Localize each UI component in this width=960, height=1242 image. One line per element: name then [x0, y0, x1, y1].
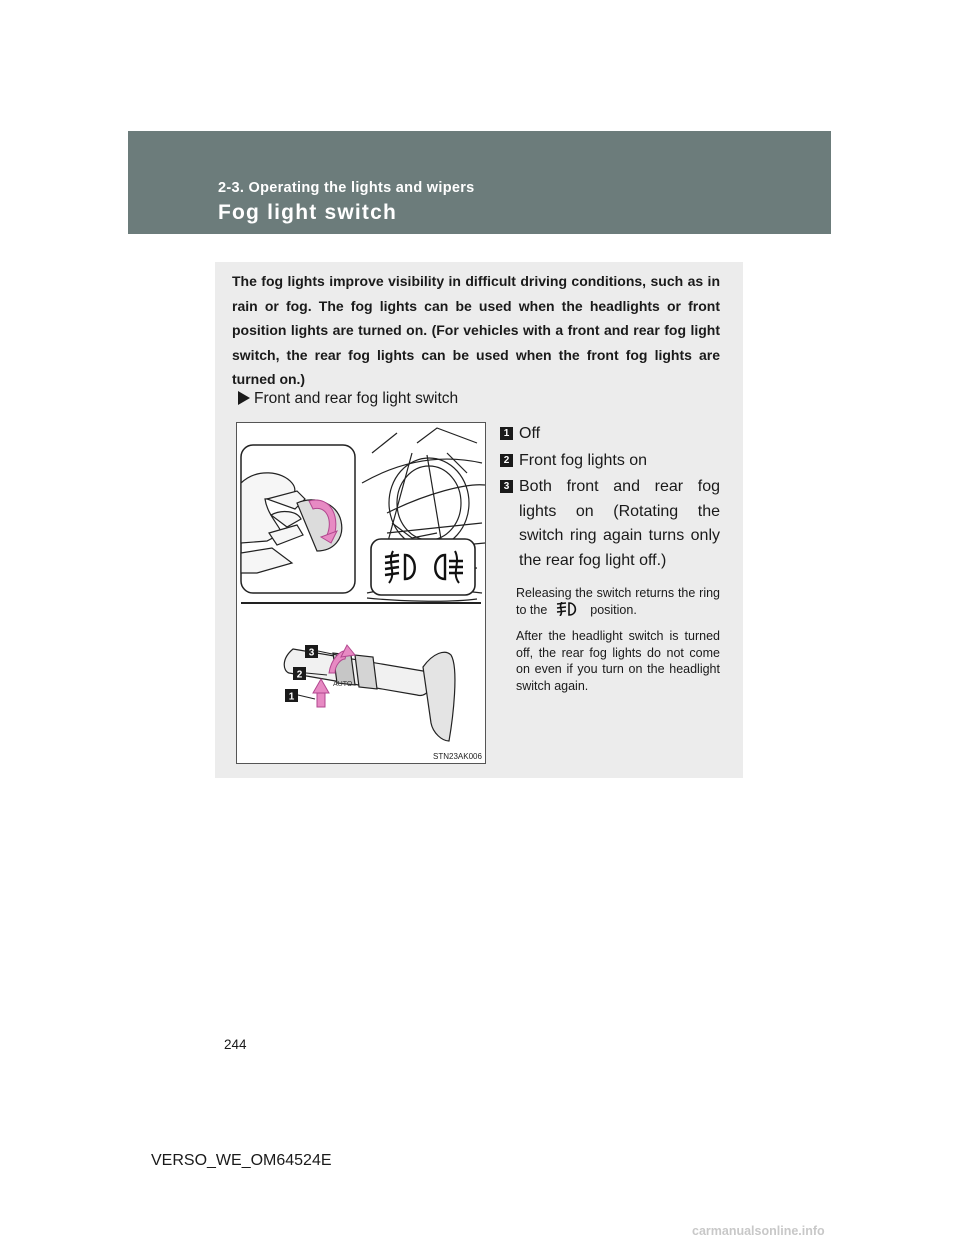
legend-item-both [500, 475, 720, 573]
note-headlight: After the headlight switch is turned off, the rear fog lights do not come on even if you turn on the headlight switch again. [516, 629, 720, 693]
callout-1 [285, 689, 315, 703]
section-label: 2-3. Operating the lights and wipers [218, 180, 475, 196]
legend-number: 1 [500, 427, 513, 440]
note-release-before: Releasing the switch returns the ring to the [516, 586, 720, 617]
legend [500, 422, 720, 694]
stalk-auto-label: AUTO [333, 681, 353, 688]
svg-text:1: 1 [288, 691, 295, 703]
note-release [500, 585, 720, 618]
legend-item-off [500, 422, 720, 447]
illustration-svg [237, 423, 485, 763]
intro-paragraph: The fog lights improve visibility in difficult driving conditions, such as in rain or fog. The fog lights can be used when the headlights or front position lights are turned on. (For vehicles with a front and rear fog light switch, the rear fog lights can be used when the front fog lights are turned on.) [232, 273, 720, 387]
document-code: VERSO_WE_OM64524E [151, 1152, 332, 1169]
figure-code: STN23AK006 [433, 752, 482, 761]
note-release-after: position. [590, 602, 637, 617]
watermark: carmanualsonline.info [692, 1224, 825, 1238]
subheading-text: Front and rear fog light switch [254, 390, 459, 407]
legend-item-front [500, 449, 720, 474]
subheading [238, 390, 458, 408]
svg-text:3: 3 [308, 647, 315, 659]
svg-text:2: 2 [296, 669, 303, 681]
legend-number: 3 [500, 480, 513, 493]
switch-illustration [236, 422, 486, 764]
front-fog-light-icon [551, 602, 587, 616]
legend-text: Front fog lights on [519, 451, 648, 469]
triangle-bullet-icon [238, 391, 250, 405]
page-title: Fog light switch [218, 201, 398, 224]
legend-number: 2 [500, 454, 513, 467]
legend-text: Off [519, 425, 541, 442]
page-number: 244 [224, 1037, 247, 1052]
legend-text: Both front and rear fog lights on (Rotating the switch ring again turns only the rear fog light off.) [519, 478, 720, 569]
